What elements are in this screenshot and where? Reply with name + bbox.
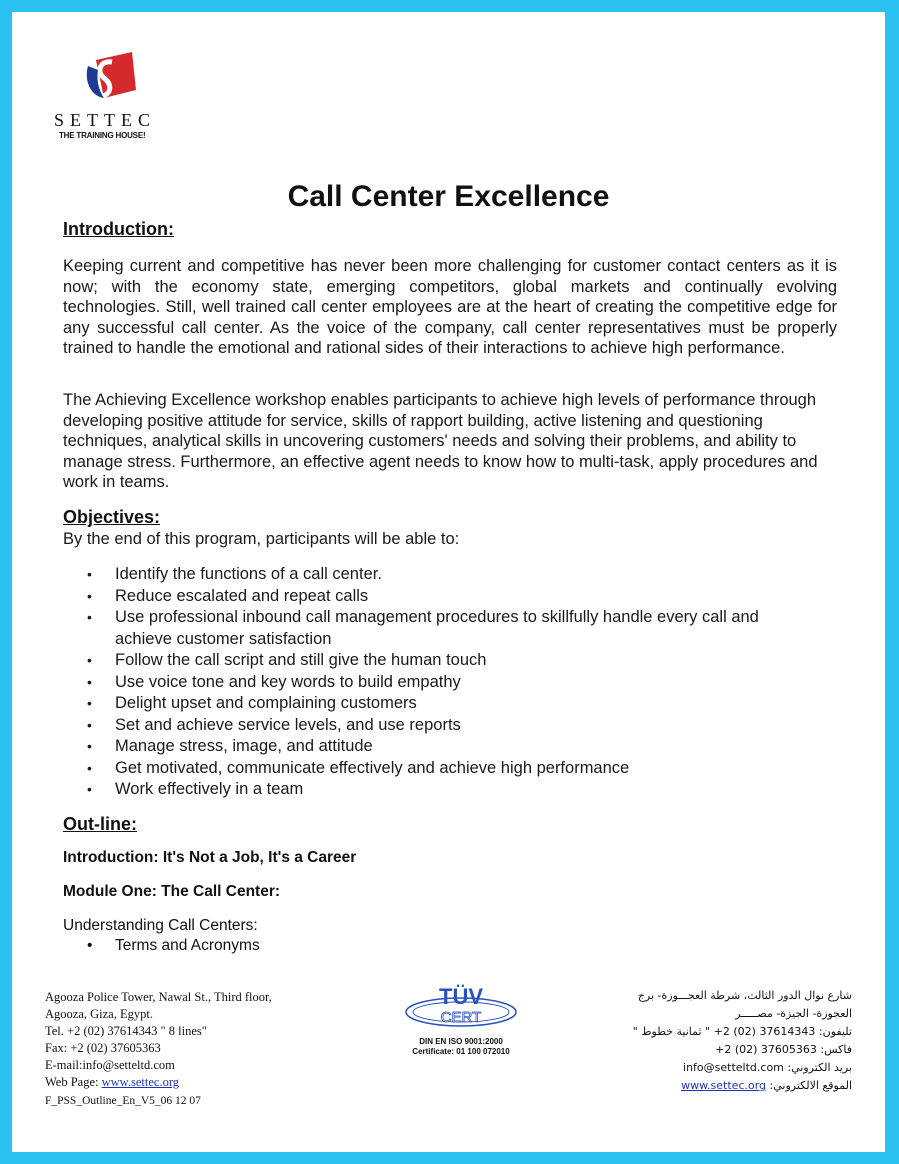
tuv-cert-logo-icon [402,980,520,1032]
introduction-paragraph-2: The Achieving Excellence workshop enables participants to achieve high levels of performance through developing positive attitude for service, skills of rapport building, active listening and questioning techniques, analytical skills in uncovering customers' needs and solving their problems, and ability to manage stress. Furthermore, an effective agent needs to know how to multi-task, apply procedures and work in teams. [63,391,818,491]
arabic-email-label: بريد الكتروني: [783,1061,852,1074]
arabic-telephone: تليفون: 37614343 (02) 2+ " ثمانية خطوط " [632,1025,852,1038]
footer-contact-english [45,989,272,1091]
address-line-2: Agooza, Giza, Egypt. [45,1007,153,1021]
footer-contact-arabic [552,987,852,1095]
document-title: Call Center Excellence [287,180,610,213]
arabic-website-link[interactable]: www.settec.org [681,1079,767,1092]
objective-item: • Follow the call script and still give the human touch [87,650,807,672]
objective-item: • Work effectively in a team [87,779,807,801]
arabic-address-line-2: العجوزة- الجيزة- مصـــــر [735,1007,852,1020]
web-label: Web Page: [45,1075,102,1089]
objective-item: • Use professional inbound call management procedures to skillfully handle every call and achieve customer satisfaction [87,607,807,650]
introduction-heading: Introduction: [63,219,174,239]
brand-tagline: THE TRAINING HOUSE! [59,131,146,140]
tuv-cert-badge [402,980,520,1057]
objective-item: • Set and achieve service levels, and use reports [87,715,807,737]
settec-logo [54,52,174,147]
fax: Fax: +2 (02) 37605363 [45,1041,161,1055]
arabic-web-label: الموقع الالكتروني: [766,1079,852,1092]
outline-introduction: Introduction: It's Not a Job, It's a Career [63,849,357,866]
objective-item: • Use voice tone and key words to build empathy [87,672,807,694]
certificate-number: Certificate: 01 100 072010 [412,1047,510,1056]
objectives-heading: Objectives: [63,507,161,527]
telephone: Tel. +2 (02) 37614343 " 8 lines" [45,1024,207,1038]
iso-standard: DIN EN ISO 9001:2000 [419,1037,503,1046]
outline-heading: Out-line: [63,814,137,834]
outline-sub-item-label: Terms and Acronyms [115,937,260,954]
svg-text:CERT: CERT [440,1009,482,1026]
arabic-address-line-1: شارع نوال الدور الثالث، شرطة العجـــوزة- برج [637,989,852,1002]
objective-item: • Delight upset and complaining customers [87,693,807,715]
arabic-email-value: info@setteltd.com [683,1061,784,1074]
objective-item: • Get motivated, communicate effectively and achieve high performance [87,758,807,780]
web-page [45,1074,272,1091]
introduction-paragraph-1: Keeping current and competitive has never been more challenging for customer contact centers as it is now; with the economy state, emerging competitors, global markets and continually evolving technologies. Still, well trained call center employees are at the heart of creating the competitive edge for any successful call center. As the voice of the company, call center representatives must be properly trained to handle the emotional and rational sides of their interactions to achieve high performance. [63,257,837,357]
objective-item: • Manage stress, image, and attitude [87,736,807,758]
arabic-web [552,1077,852,1095]
settec-logo-icon [82,52,136,102]
arabic-fax: فاكس: 37605363 (02) 2+ [715,1043,852,1056]
bullet-icon: • [87,937,93,954]
objectives-list [87,564,807,801]
outline-subsection: Understanding Call Centers: [63,917,258,934]
website-link[interactable]: www.settec.org [101,1075,180,1089]
svg-text:TÜV: TÜV [439,984,483,1009]
document-page [12,12,885,1152]
objectives-lead: By the end of this program, participants will be able to: [63,530,460,548]
outline-module-one: Module One: The Call Center: [63,883,281,900]
arabic-email [552,1059,852,1077]
objective-item: • Reduce escalated and repeat calls [87,586,807,608]
address-line-1: Agooza Police Tower, Nawal St., Third floor, [45,990,272,1004]
objective-item: • Identify the functions of a call center. [87,564,807,586]
email: E-mail:info@setteltd.com [45,1058,175,1072]
outline-sub-item [87,937,260,955]
brand-name: SETTEC [54,110,156,130]
document-id: F_PSS_Outline_En_V5_06 12 07 [45,1095,201,1107]
